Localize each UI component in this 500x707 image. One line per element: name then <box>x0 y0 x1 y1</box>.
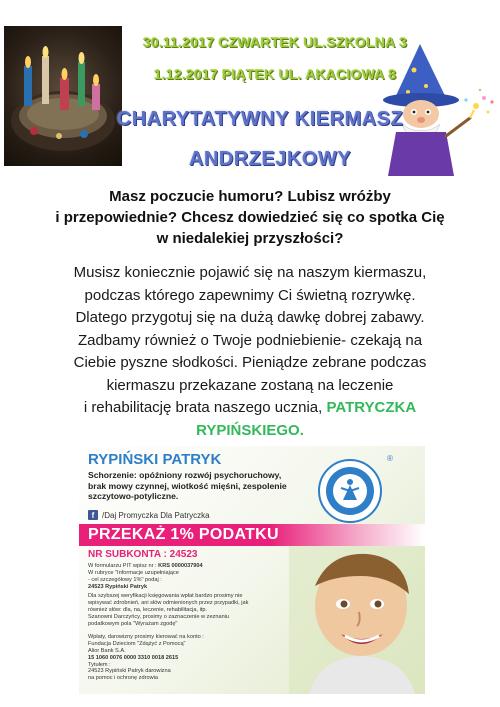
pit-line: - cel szczegółowy 1%" podaj : <box>88 577 162 583</box>
payment-title <box>88 668 288 682</box>
facebook-icon: f <box>88 510 98 520</box>
body-paragraph <box>40 262 460 442</box>
note-line: Dla szybszej weryfikacji księgowania wpłat bardzo prosimy nie <box>88 593 243 599</box>
body-line <box>40 397 460 420</box>
intro-question <box>40 186 460 249</box>
intro-line: w niedalekiej przyszłości? <box>156 230 344 247</box>
page-title-line-1: CHARYTATYWNY KIERMASZ <box>116 108 404 130</box>
body-line: Ciebie pyszne słodkości. Pieniądze zebrane podczas <box>73 354 427 371</box>
note-line: podatkowym pola "Wyrażam zgodę" <box>88 621 178 627</box>
pay-line: 24523 Rypiński Patryk darowizna <box>88 668 171 674</box>
pit-instructions <box>88 563 288 591</box>
note-line: Szanowni Darczyńcy, prosimy o zaznaczenie w zeznaniu <box>88 614 230 620</box>
pit-line: 24523 Rypiński Patryk <box>88 584 148 590</box>
donation-banner <box>79 446 425 694</box>
cta-strip <box>79 524 425 546</box>
pay-line: Alior Bank S.A. <box>88 648 126 654</box>
foundation-logo <box>317 458 383 524</box>
pit-line <box>88 563 288 570</box>
krs-number: KRS 0000037904 <box>158 563 203 569</box>
body-line: Zadbamy również o Twoje podniebienie- czekają na <box>77 331 423 349</box>
note-line: również słów: dla, na, leczenie, rehabilitacja, itp. <box>88 607 208 613</box>
pit-line: W rubryce "Informacje uzupełniające <box>88 570 179 576</box>
beneficiary-name: RYPIŃSKI PATRYK <box>88 451 222 468</box>
facebook-link[interactable] <box>88 510 210 520</box>
highlight-name-1: PATRYCZKA <box>326 399 417 416</box>
pay-line: Wpłaty, darowizny prosimy kierować na konto : <box>88 634 204 640</box>
candles-photo <box>4 26 122 166</box>
body-line: kiermaszu przekazane zostaną na leczenie <box>106 376 394 394</box>
pay-line: na pomoc i ochronę zdrowia <box>88 675 158 681</box>
subaccount-number: NR SUBKONTA : 24523 <box>88 549 198 560</box>
body-line: podczas którego zapewnimy Ci świetną rozrywkę. <box>84 286 416 304</box>
pit-label: W formularzu PIT wpisz nr : <box>88 563 157 569</box>
facebook-link-label: /Daj Promyczka Dla Patryczka <box>102 510 210 520</box>
body-line: Dlatego przygotuj się na dużą dawkę dobrej zabawy. <box>75 309 425 326</box>
diagnosis-text: Schorzenie: opóźniony rozwój psychoruchowy, brak mowy czynnej, wiotkość mięśni, zespolenie szczytowo-potyliczne. <box>88 470 287 501</box>
highlight-name-2: RYPIŃSKIEGO. <box>196 421 304 439</box>
registered-mark: ® <box>387 454 393 463</box>
pay-line: Fundacja Dzieciom "Zdążyć z Pomocą" <box>88 641 186 647</box>
pay-line: Tytułem : <box>88 662 111 668</box>
child-photo <box>289 546 425 694</box>
body-line: Musisz koniecznie pojawić się na naszym kiermaszu, <box>73 264 427 281</box>
payment-info <box>88 634 288 669</box>
intro-line: Masz poczucie humoru? Lubisz wróżby <box>109 188 391 205</box>
bank-account-number: 15 1060 0076 0000 3310 0018 2615 <box>88 655 179 661</box>
body-line-prefix: i rehabilitację brata naszego ucznia, <box>83 399 323 416</box>
event-date-1: 30.11.2017 CZWARTEK UL.SZKOLNA 3 <box>142 34 408 50</box>
intro-line: i przepowiednie? Chcesz dowiedzieć się co spotka Cię <box>55 209 445 226</box>
event-date-2: 1.12.2017 PIĄTEK UL. AKACIOWA 8 <box>153 66 397 82</box>
verification-note <box>88 593 288 628</box>
note-line: wpisywać zdrobnień, ani słów odmienionych przez przypadki, jak <box>88 600 249 606</box>
page-title-line-2: ANDRZEJKOWY <box>188 148 352 170</box>
cta-text: PRZEKAŻ 1% PODATKU <box>88 526 279 543</box>
